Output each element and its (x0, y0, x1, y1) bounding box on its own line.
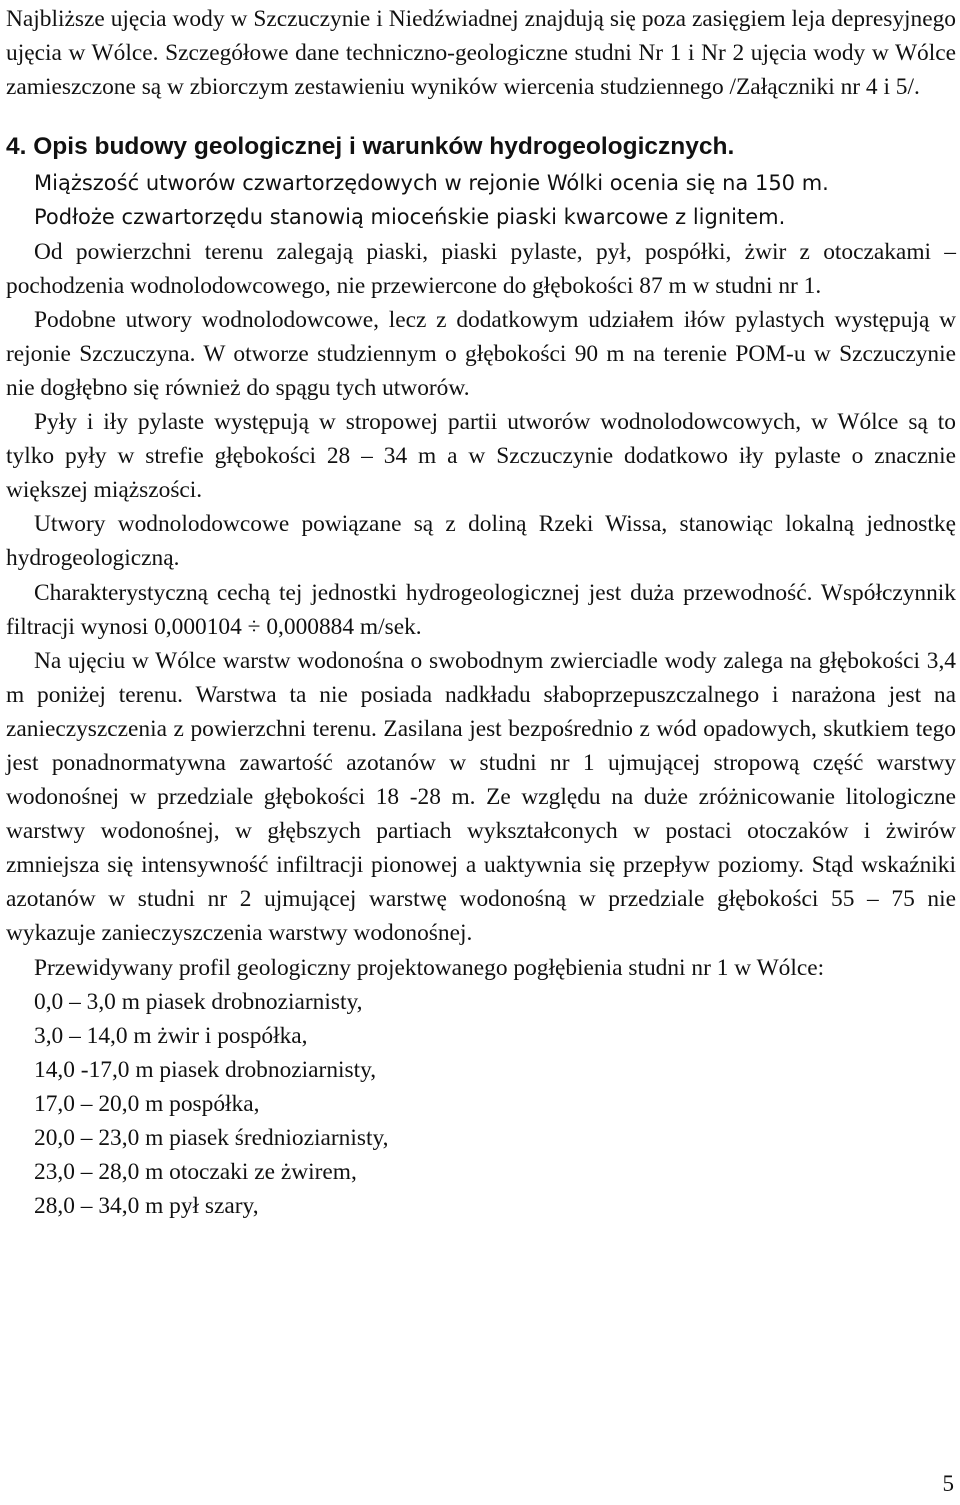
list-item: 20,0 – 23,0 m piasek średnioziarnisty, (34, 1125, 389, 1151)
quaternary-base-paragraph: Podłoże czwartorzędu stanowią mioceńskie piaski kwarcowe z lignitem. (34, 205, 786, 230)
silt-clay-paragraph: Pyły i iły pylaste występują w stropowej partii utworów wodnolodowcowych, w Wólce są to tylko pyły w strefie głębokości 28 – 34 m a w Szczuczynie dodatkowo iły pylaste o znacznie większej miąższości. (6, 409, 956, 504)
surface-deposits-paragraph: Od powierzchni terenu zalegają piaski, piaski pylaste, pył, pospółki, żwir z otoczakami – pochodzenia wodnolodowcowego, nie przewiercone do głębokości 87 m w studni nr 1. (6, 238, 956, 299)
list-item: 23,0 – 28,0 m otoczaki ze żwirem, (34, 1159, 357, 1186)
aquifer-paragraph: Na ujęciu w Wólce warstw wodonośna o swobodnym zwierciadle wody zalega na głębokości 3,4 m poniżej terenu. Warstwa ta nie posiada nadkładu słaboprzepuszczalnego i narażona jest na zanieczyszczenia z powierzchni terenu. Zasilana jest bezpośrednio z wód opadowych, skutkiem tego jest ponadnormatywna zawartość azotanów w studni nr 1 ujmującej stropową część warstwy wodonośnej w przedziale głębokości 18 -28 m. Ze względu na duże zróżnicowanie litologiczne warstwy wodonośnej, w głębszych partiach wykształconych w postaci otoczaków i żwirów zmniejsza się intensywność infiltracji pionowej a uaktywnia się przepływ poziomy. Stąd wskaźniki azotanów w studni nr 2 ujmującej warstwę wodonośną w przedziale głębokości 55 – 75 nie wykazuje zanieczyszczenia warstwy wodonośnej. (6, 647, 956, 947)
list-item: 17,0 – 20,0 m pospółka, (34, 1090, 260, 1117)
list-item: 14,0 -17,0 m piasek drobnoziarnisty, (34, 1056, 377, 1083)
profile-intro-paragraph: Przewidywany profil geologiczny projektowanego pogłębienia studni nr 1 w Wólce: (34, 954, 825, 981)
document-page (6, 2, 956, 1223)
list-item: 3,0 – 14,0 m żwir i pospółka, (34, 1022, 308, 1049)
list-item: 0,0 – 3,0 m piasek drobnoziarnisty, (34, 988, 363, 1015)
page-number: 5 (942, 1471, 954, 1496)
list-item: 28,0 – 34,0 m pył szary, (34, 1193, 259, 1220)
szczuczyn-deposits-paragraph: Podobne utwory wodnolodowcowe, lecz z dodatkowym udziałem iłów pylastych występują w rejonie Szczuczyna. W otworze studziennym o głębokości 90 m na terenie POM-u w Szczuczynie nie dogłębno się również do spągu tych utworów. (6, 306, 956, 401)
quaternary-thickness-paragraph: Miąższość utworów czwartorzędowych w rejonie Wólki ocenia się na 150 m. (34, 171, 829, 196)
intro-paragraph: Najbliższe ujęcia wody w Szczuczynie i Niedźwiadnej znajdują się poza zasięgiem leja depresyjnego ujęcia w Wólce. Szczegółowe dane techniczno-geologiczne studni Nr 1 i Nr 2 ujęcia wody w Wólce zamieszczone są w zbiorczym zestawieniu wyników wiercenia studziennego /Załączniki nr 4 i 5/. (6, 6, 956, 101)
wissa-valley-paragraph: Utwory wodnolodowcowe powiązane są z doliną Rzeki Wissa, stanowiąc lokalną jednostkę hydrogeologiczną. (6, 511, 956, 572)
geological-profile-list (6, 985, 956, 1224)
section-heading: 4. Opis budowy geologicznej i warunków hydrogeologicznych. (6, 133, 735, 161)
filtration-paragraph: Charakterystyczną cechą tej jednostki hydrogeologicznej jest duża przewodność. Współczynnik filtracji wynosi 0,000104 ÷ 0,000884 m/sek. (6, 579, 956, 640)
